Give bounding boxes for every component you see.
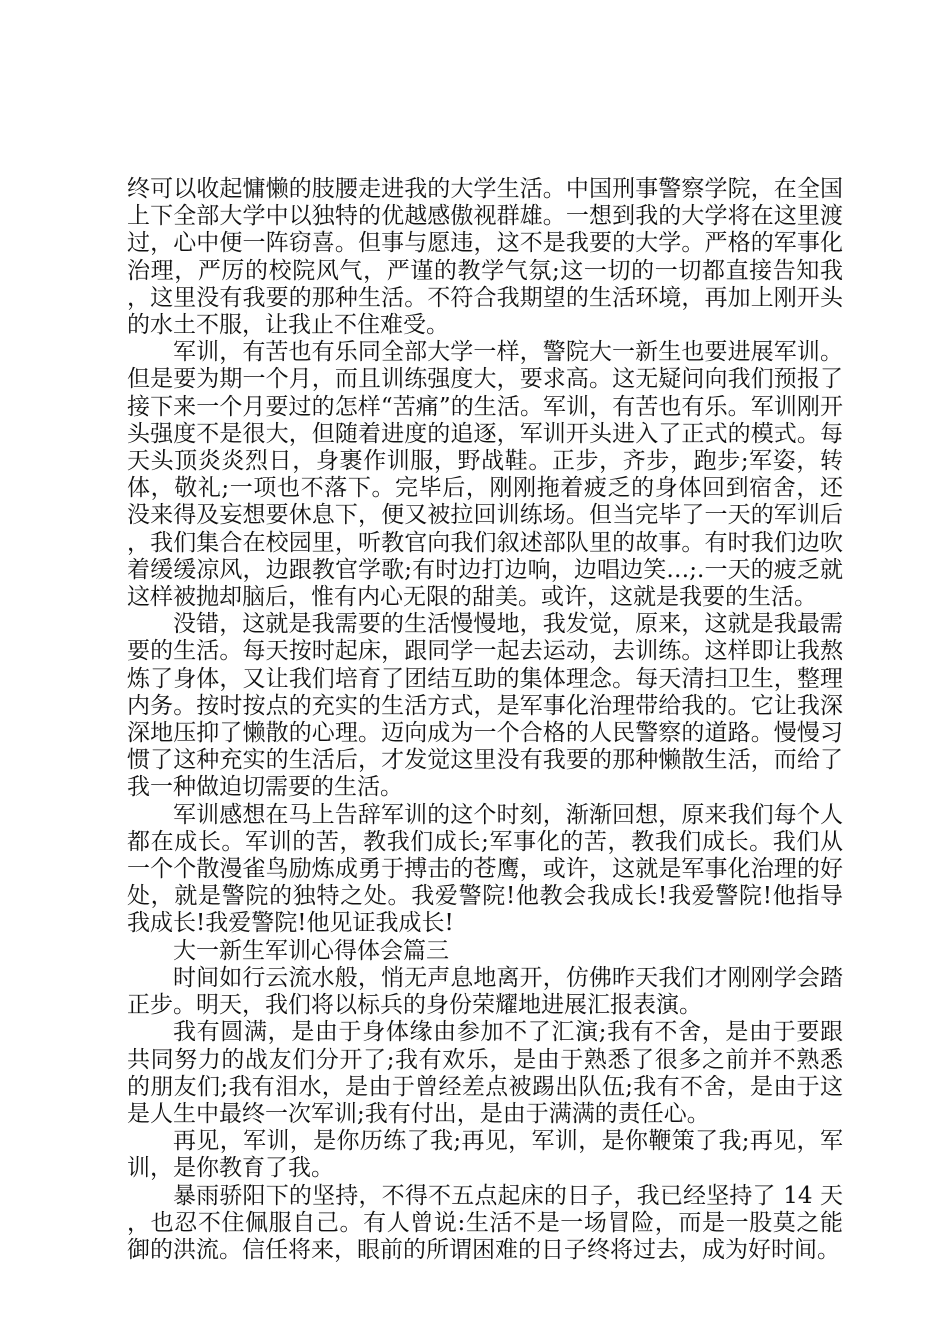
paragraph: 没错，这就是我需要的生活慢慢地，我发觉，原来，这就是我最需要的生活。每天按时起床，跟同学一起去运动，去训练。这样即让我熬炼了身体，又让我们培育了团结互助的集体理念。每天清扫卫生，整理内务。按时按点的充实的生活方式，是军事化治理带给我的。它让我深深地压抑了懒散的心理。迈向成为一个合格的人民警察的道路。慢慢习惯了这种充实的生活后，才发觉这里没有我要的那种懒散生活，而给了我一种做迫切需要的生活。 [127,611,843,801]
section-heading: 大一新生军训心得体会篇三 [173,937,449,964]
paragraph: 我有圆满，是由于身体缘由参加不了汇演;我有不舍，是由于要跟共同努力的战友们分开了;我有欢乐，是由于熟悉了很多之前并不熟悉的朋友们;我有泪水，是由于曾经差点被踢出队伍;我有不舍，是由于这是人生中最终一次军训;我有付出，是由于满满的责任心。 [127,1019,843,1127]
paragraph: 军训，有苦也有乐同全部大学一样，警院大一新生也要进展军训。但是要为期一个月，而且训练强度大，要求高。这无疑问向我们预报了接下来一个月要过的怎样“苦痛”的生活。军训，有苦也有乐。军训刚开头强度不是很大，但随着进度的追逐，军训开头进入了正式的模式。每天头顶炎炎烈日，身裹作训服，野战鞋。正步，齐步，跑步;军姿，转体，敬礼;一项也不落下。完毕后，刚刚拖着疲乏的身体回到宿舍，还没来得及妄想要休息下，便又被拉回训练场。但当完毕了一天的军训后，我们集合在校园里，听教官向我们叙述部队里的故事。有时我们边吹着缓缓凉风，边跟教官学歌;有时边打边响，边唱边笑…;.一天的疲乏就这样被抛却脑后，惟有内心无限的甜美。或许，这就是我要的生活。 [127,339,843,611]
paragraph: 终可以收起慵懒的肢腰走进我的大学生活。中国刑事警察学院，在全国上下全部大学中以独特的优越感傲视群雄。一想到我的大学将在这里渡过，心中便一阵窃喜。但事与愿违，这不是我要的大学。严格的军事化治理，严厉的校院风气，严谨的教学气氛;这一切的一切都直接告知我，这里没有我要的那种生活。不符合我期望的生活环境，再加上刚开头的水土不服，让我止不住难受。 [127,176,843,339]
document-body [127,176,843,1264]
paragraph: 军训感想在马上告辞军训的这个时刻，渐渐回想，原来我们每个人都在成长。军训的苦，教我们成长;军事化的苦，教我们成长。我们从一个个散漫雀鸟励炼成勇于搏击的苍鹰，或许，这就是军事化治理的好处，就是警院的独特之处。我爱警院!他教会我成长!我爱警院!他指导我成长!我爱警院!他见证我成长! [127,801,843,937]
paragraph: 再见，军训，是你历练了我;再见，军训，是你鞭策了我;再见，军训，是你教育了我。 [127,1128,843,1182]
paragraph: 暴雨骄阳下的坚持，不得不五点起床的日子，我已经坚持了 14 天，也忍不住佩服自己。有人曾说:生活不是一场冒险，而是一股莫之能御的洪流。信任将来，眼前的所谓困难的日子终将过去，成为好时间。 [127,1182,843,1263]
paragraph: 时间如行云流水般，悄无声息地离开，仿佛昨天我们才刚刚学会踏正步。明天，我们将以标兵的身份荣耀地进展汇报表演。 [127,964,843,1019]
